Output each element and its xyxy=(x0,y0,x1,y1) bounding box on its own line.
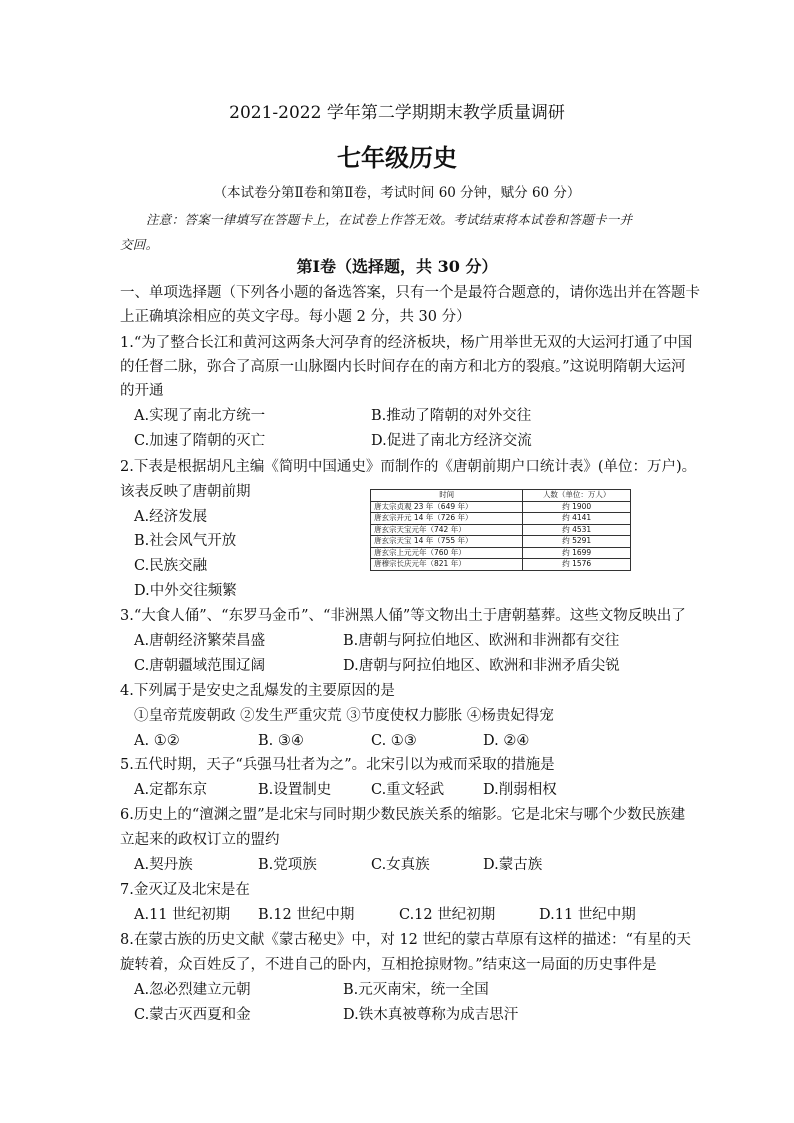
table-cell: 约 4141 xyxy=(523,513,631,525)
question-2-option-d: D.中外交往频繁 xyxy=(134,583,237,599)
section-instruction-2: 上正确填涂相应的英文字母。每小题 2 分，共 30 分） xyxy=(120,309,471,325)
question-7-option-d: D.11 世纪中期 xyxy=(539,907,636,923)
question-8-option-b: B.元灭南宋，统一全国 xyxy=(343,982,489,998)
table-row xyxy=(371,524,631,536)
notice-line-2: 交回。 xyxy=(120,237,159,252)
question-7-option-b: B.12 世纪中期 xyxy=(258,907,355,923)
question-3-stem-1: 3.“大食人俑”、“东罗马金币”、“非洲黑人俑”等文物出土于唐朝墓葬。这些文物反映出了 xyxy=(120,608,686,624)
question-3-option-a: A.唐朝经济繁荣昌盛 xyxy=(134,633,266,649)
question-5-stem-1: 5.五代时期，天子“兵强马壮者为之”。北宋引以为戒而采取的措施是 xyxy=(120,757,555,773)
question-7-option-c: C.12 世纪初期 xyxy=(399,907,496,923)
subject-title: 七年级历史 xyxy=(337,143,457,172)
table-header-row xyxy=(371,490,631,502)
question-1-option-d: D.促进了南北方经济交流 xyxy=(371,433,532,449)
question-4-stem-2: ①皇帝荒废朝政 ②发生严重灾荒 ③节度使权力膨胀 ④杨贵妃得宠 xyxy=(134,708,554,724)
question-7-stem-1: 7.金灭辽及北宋是在 xyxy=(120,882,250,898)
question-1-stem-3: 的开通 xyxy=(120,383,164,399)
question-5-option-a: A.定都东京 xyxy=(134,782,208,798)
question-8-option-a: A.忽必烈建立元朝 xyxy=(134,982,251,998)
question-5-option-c: C.重文轻武 xyxy=(371,782,445,798)
table-cell: 约 1576 xyxy=(523,559,631,571)
table-row xyxy=(371,501,631,513)
section-instruction-1: 一、单项选择题（下列各小题的备选答案，只有一个是最符合题意的，请你选出并在答题卡 xyxy=(120,285,700,301)
table-row xyxy=(371,547,631,559)
population-table xyxy=(370,489,631,571)
table-cell: 约 1900 xyxy=(523,501,631,513)
question-1-option-c: C.加速了隋朝的灭亡 xyxy=(134,433,266,449)
notice-line-1: 注意：答案一律填写在答题卡上，在试卷上作答无效。考试结束将本试卷和答题卡一并 xyxy=(146,212,633,227)
exam-info: （本试卷分第Ⅱ卷和第Ⅱ卷，考试时间 60 分钟，赋分 60 分） xyxy=(213,185,581,201)
question-8-stem-2: 旋转着，众百姓反了，不进自己的卧内，互相抢掠财物。”结束这一局面的历史事件是 xyxy=(120,957,657,973)
question-1-stem-2: 的任督二脉，弥合了高原一山脉圈内长时间存在的南方和北方的裂痕。”这说明隋朝大运河 xyxy=(120,359,686,375)
question-2-option-b: B.社会风气开放 xyxy=(134,533,237,549)
question-2-stem-2: 该表反映了唐朝前期 xyxy=(120,484,251,500)
question-6-option-d: D.蒙古族 xyxy=(483,857,543,873)
question-1-option-a: A.实现了南北方统一 xyxy=(134,408,266,424)
question-4-option-a: A. ①② xyxy=(134,733,180,749)
question-2-option-a: A.经济发展 xyxy=(134,509,208,525)
question-6-option-a: A.契丹族 xyxy=(134,857,193,873)
question-6-option-b: B.党项族 xyxy=(258,857,317,873)
section-title: 第Ⅰ卷（选择题，共 30 分） xyxy=(296,257,498,276)
question-2-option-c: C.民族交融 xyxy=(134,558,208,574)
question-5-option-d: D.削弱相权 xyxy=(483,782,557,798)
exam-title: 2021-2022 学年第二学期期末教学质量调研 xyxy=(229,103,565,123)
question-4-stem-1: 4.下列属于是安史之乱爆发的主要原因的是 xyxy=(120,683,395,699)
table-row xyxy=(371,536,631,548)
table-cell: 约 5291 xyxy=(523,536,631,548)
question-3-option-d: D.唐朝与阿拉伯地区、欧洲和非洲矛盾尖锐 xyxy=(343,658,620,674)
question-8-option-c: C.蒙古灭西夏和金 xyxy=(134,1007,251,1023)
table-header-cell: 时间 xyxy=(371,490,523,502)
table-row xyxy=(371,513,631,525)
question-6-stem-2: 立起来的政权订立的盟约 xyxy=(120,832,280,848)
question-8-stem-1: 8.在蒙古族的历史文献《蒙古秘史》中，对 12 世纪的蒙古草原有这样的描述：“有星的天 xyxy=(120,932,691,948)
question-5-option-b: B.设置制史 xyxy=(258,782,332,798)
question-7-option-a: A.11 世纪初期 xyxy=(134,907,231,923)
question-3-option-c: C.唐朝疆域范围辽阔 xyxy=(134,658,266,674)
question-2-stem-1: 2.下表是根据胡凡主编《简明中国通史》而制作的《唐朝前期户口统计表》(单位：万户)。 xyxy=(120,459,697,475)
table-cell: 唐玄宗开元 14 年（726 年） xyxy=(371,513,523,525)
question-4-option-b: B. ③④ xyxy=(258,733,304,749)
question-1-option-b: B.推动了隋朝的对外交往 xyxy=(371,408,532,424)
question-1-stem-1: 1.“为了整合长江和黄河这两条大河孕育的经济板块，杨广用举世无双的大运河打通了中国 xyxy=(120,335,693,351)
table-header-cell: 人数（单位：万人） xyxy=(523,490,631,502)
table-cell: 唐玄宗天宝元年（742 年） xyxy=(371,524,523,536)
table-cell: 约 1699 xyxy=(523,547,631,559)
question-8-option-d: D.铁木真被尊称为成吉思汗 xyxy=(343,1007,519,1023)
table-cell: 约 4531 xyxy=(523,524,631,536)
question-4-option-d: D. ②④ xyxy=(483,733,530,749)
question-6-stem-1: 6.历史上的“澶渊之盟”是北宋与同时期少数民族关系的缩影。它是北宋与哪个少数民族建 xyxy=(120,807,686,823)
question-6-option-c: C.女真族 xyxy=(371,857,430,873)
table-cell: 唐玄宗上元元年（760 年） xyxy=(371,547,523,559)
table-row xyxy=(371,559,631,571)
table-cell: 唐太宗贞观 23 年（649 年） xyxy=(371,501,523,513)
question-4-option-c: C. ①③ xyxy=(371,733,417,749)
table-cell: 唐玄宗天宝 14 年（755 年） xyxy=(371,536,523,548)
table-cell: 唐穆宗长庆元年（821 年） xyxy=(371,559,523,571)
question-3-option-b: B.唐朝与阿拉伯地区、欧洲和非洲都有交往 xyxy=(343,633,620,649)
